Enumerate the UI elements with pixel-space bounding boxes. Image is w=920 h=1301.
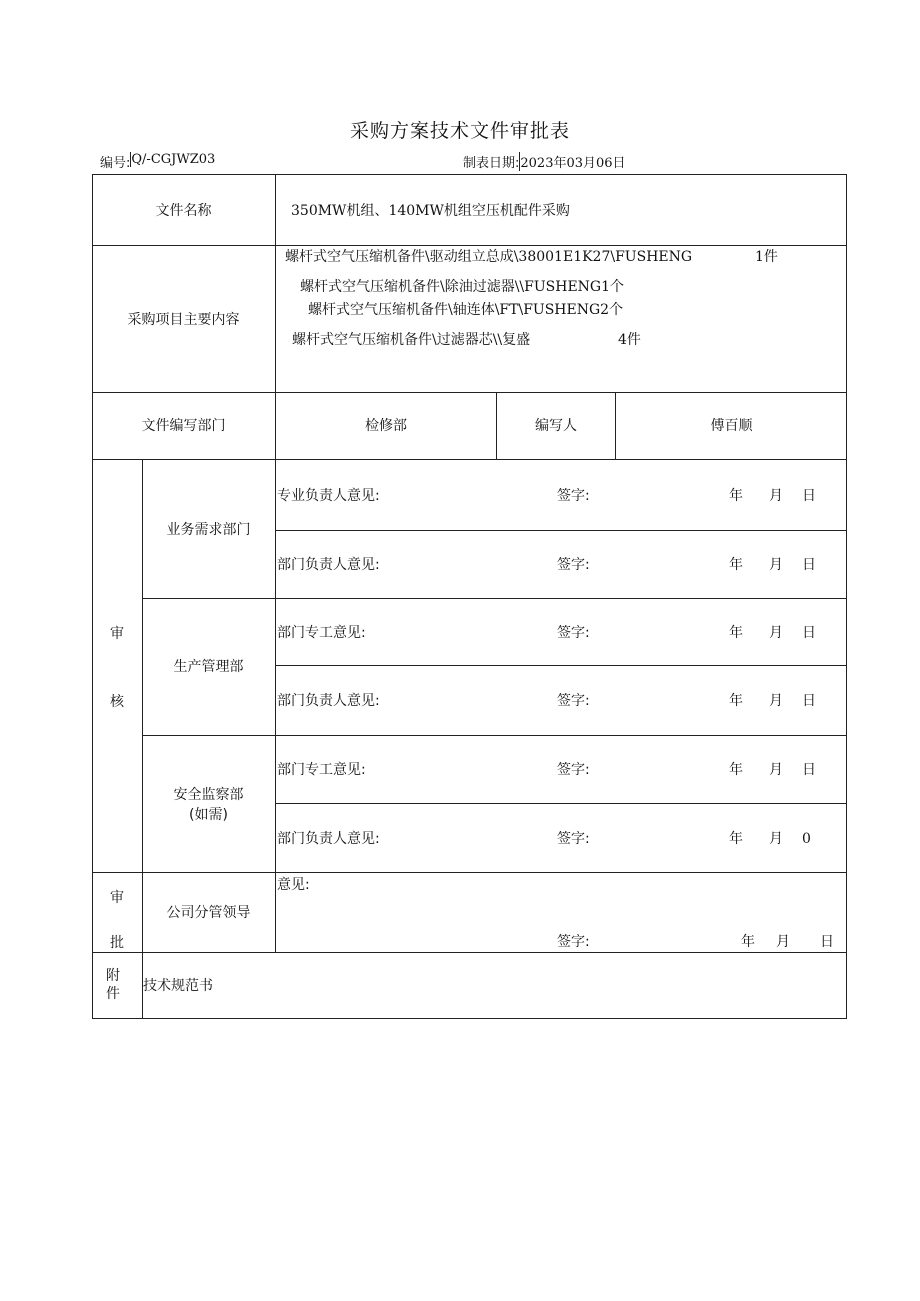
row-divider: [92, 245, 847, 246]
row-divider: [142, 598, 847, 599]
year-label: 年: [729, 762, 743, 778]
year-label: 年: [729, 488, 743, 504]
form-code-value: Q/-CGJWZ03: [131, 152, 216, 167]
day-label: 日: [802, 693, 816, 709]
row-divider: [276, 803, 847, 804]
form-code-label: 编号:: [100, 156, 131, 171]
year-label: 年: [729, 693, 743, 709]
month-label: 月: [776, 934, 790, 950]
day-label: 日: [802, 625, 816, 641]
content-item-4: 螺杆式空气压缩机备件\过滤器芯\\复盛: [292, 332, 531, 348]
row-divider: [92, 952, 847, 953]
attachment-value[interactable]: 技术规范书: [143, 978, 213, 994]
approve-opinion-label[interactable]: 意见:: [277, 877, 310, 893]
approve-dept: 公司分管领导: [166, 905, 251, 921]
month-label: 月: [769, 762, 783, 778]
dept-name: 安全监察部: [173, 787, 244, 803]
writer-person-value: 傅百顺: [710, 418, 753, 434]
day-label: 0: [802, 831, 811, 847]
month-label: 月: [769, 488, 783, 504]
col-divider: [275, 174, 276, 952]
signature-label[interactable]: 签字:: [557, 625, 590, 641]
writer-person-label: 编写人: [535, 418, 577, 434]
content-item-1: 螺杆式空气压缩机备件\驱动组立总成\38001E1K27\FUSHENG: [285, 249, 693, 265]
month-label: 月: [769, 557, 783, 573]
row-divider: [92, 392, 847, 393]
signature-label[interactable]: 签字:: [557, 831, 590, 847]
writer-dept-label: 文件编写部门: [141, 418, 226, 434]
signature-label[interactable]: 签字:: [557, 693, 590, 709]
opinion-label[interactable]: 部门专工意见:: [277, 625, 366, 641]
row-divider: [92, 872, 847, 873]
signature-label[interactable]: 签字:: [557, 762, 590, 778]
approve-label: 审: [110, 890, 124, 906]
row-divider: [276, 665, 847, 666]
review-label: 核: [110, 694, 124, 710]
opinion-label[interactable]: 部门负责人意见:: [277, 831, 380, 847]
content-item-3: 螺杆式空气压缩机备件\轴连体\FT\FUSHENG2个: [308, 302, 624, 318]
dept-name: 业务需求部门: [166, 522, 251, 538]
col-divider: [142, 459, 143, 1019]
year-label: 年: [729, 625, 743, 641]
attachment-label: 件: [106, 986, 120, 1002]
approve-signature-label[interactable]: 签字:: [557, 934, 590, 950]
row-divider: [276, 530, 847, 531]
form-date: [463, 152, 626, 171]
month-label: 月: [769, 625, 783, 641]
writer-dept-value: 检修部: [365, 418, 407, 434]
file-name-label: 文件名称: [155, 203, 212, 219]
content-label: 采购项目主要内容: [127, 312, 240, 328]
approve-label: 批: [110, 935, 124, 951]
opinion-label[interactable]: 部门负责人意见:: [277, 557, 380, 573]
review-label: 审: [110, 626, 124, 642]
content-item-2: 螺杆式空气压缩机备件\除油过滤器\\FUSHENG1个: [300, 279, 625, 295]
row-divider: [92, 459, 847, 460]
year-label: 年: [729, 557, 743, 573]
signature-label[interactable]: 签字:: [557, 557, 590, 573]
opinion-label[interactable]: 部门专工意见:: [277, 762, 366, 778]
opinion-label[interactable]: 专业负责人意见:: [277, 488, 380, 504]
row-divider: [142, 735, 847, 736]
day-label: 日: [802, 557, 816, 573]
year-label: 年: [741, 934, 755, 950]
day-label: 日: [802, 762, 816, 778]
dept-name: 生产管理部: [173, 659, 244, 675]
month-label: 月: [769, 831, 783, 847]
form-code: [100, 152, 216, 171]
signature-label[interactable]: 签字:: [557, 488, 590, 504]
form-date-value: 2023年03月06日: [519, 152, 520, 171]
day-label: 日: [820, 934, 834, 950]
opinion-label[interactable]: 部门负责人意见:: [277, 693, 380, 709]
year-label: 年: [729, 831, 743, 847]
file-name-value: 350MW机组、140MW机组空压机配件采购: [291, 203, 570, 219]
dept-name-note: (如需): [189, 807, 228, 823]
page-title: 采购方案技术文件审批表: [349, 120, 570, 142]
form-date-label: 制表日期:: [463, 156, 520, 171]
month-label: 月: [769, 693, 783, 709]
day-label: 日: [802, 488, 816, 504]
content-item-1-qty: 1件: [755, 249, 778, 265]
attachment-label: 附: [106, 968, 120, 984]
content-item-4-qty: 4件: [618, 332, 641, 348]
